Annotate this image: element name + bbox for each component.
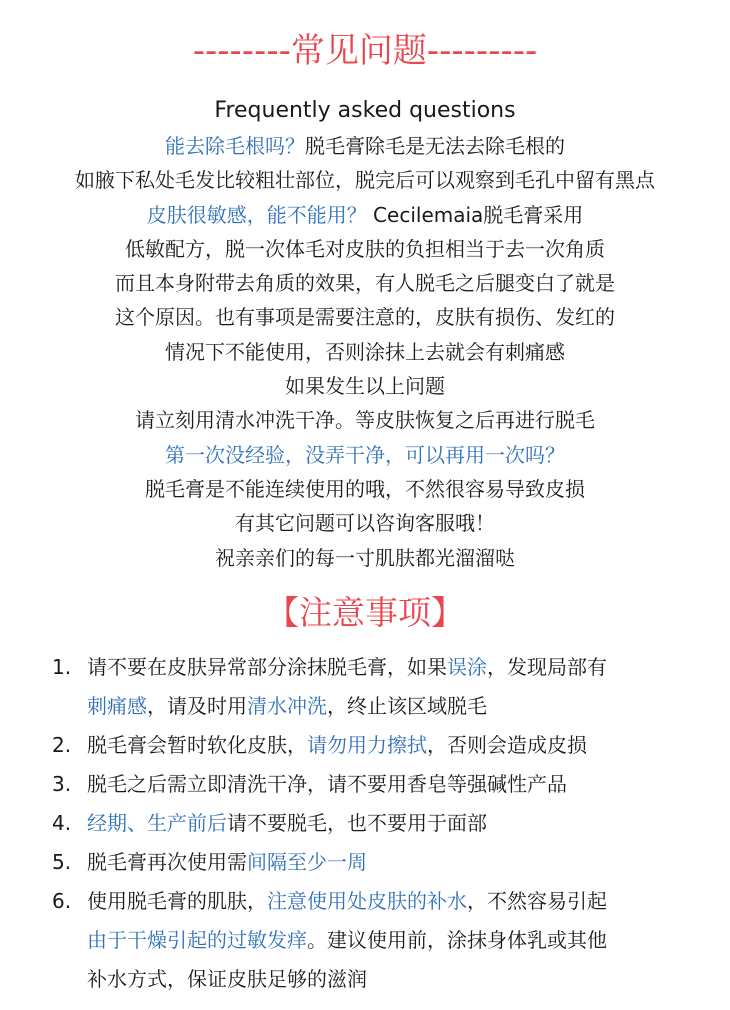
notice-item-row xyxy=(87,804,712,843)
faq-line xyxy=(0,232,730,266)
notice-item-row xyxy=(87,687,712,726)
notice-highlight-text: 清水冲洗 xyxy=(247,694,327,718)
notice-item-number: 3. xyxy=(52,772,72,796)
faq-answer-text: 而且本身附带去角质的效果，有人脱毛之后腿变白了就是 xyxy=(115,271,615,296)
faq-line xyxy=(0,506,730,540)
faq-line xyxy=(0,369,730,403)
notice-item xyxy=(52,726,712,765)
faq-body xyxy=(0,129,730,575)
faq-answer-text: 低敏配方，脱一次体毛对皮肤的负担相当于去一次角质 xyxy=(125,236,605,261)
faq-answer-text: 脱毛膏是不能连续使用的哦，不然很容易导致皮损 xyxy=(145,476,585,501)
faq-answer-text: Cecilemaia脱毛膏采用 xyxy=(366,202,584,227)
notice-plain-text: ，不然容易引起 xyxy=(467,889,607,913)
notice-plain-text: ，否则会造成皮损 xyxy=(427,733,587,757)
notice-title: 【注意事项】 xyxy=(266,593,464,632)
notice-item xyxy=(52,765,712,804)
notice-plain-text: 脱毛膏再次使用需 xyxy=(87,850,247,874)
notice-highlight-text: 注意使用处皮肤的补水 xyxy=(267,889,467,913)
faq-line xyxy=(0,266,730,300)
notice-item-row xyxy=(87,765,712,804)
notice-item-number: 4. xyxy=(52,811,72,835)
faq-answer-text: 请立刻用清水冲洗干净。等皮肤恢复之后再进行脱毛 xyxy=(135,408,595,433)
notice-plain-text: 请不要脱毛，也不要用于面部 xyxy=(227,811,487,835)
notice-item-row xyxy=(87,882,712,921)
faq-answer-text: 有其它问题可以咨询客服哦！ xyxy=(235,511,495,536)
faq-line xyxy=(0,300,730,334)
faq-line xyxy=(0,541,730,575)
notice-item-row xyxy=(87,921,712,960)
notice-item xyxy=(52,804,712,843)
notice-plain-text: 补水方式，保证皮肤足够的滋润 xyxy=(87,967,367,991)
faq-line xyxy=(0,403,730,437)
notice-highlight-text: 间隔至少一周 xyxy=(247,850,367,874)
notice-highlight-text: 刺痛感 xyxy=(87,694,147,718)
faq-line xyxy=(0,198,730,232)
faq-answer-text: 这个原因。也有事项是需要注意的，皮肤有损伤、发红的 xyxy=(115,305,615,330)
notice-item xyxy=(52,843,712,882)
faq-answer-text: 如腋下私处毛发比较粗壮部位，脱完后可以观察到毛孔中留有黑点 xyxy=(75,168,655,193)
notice-plain-text: 脱毛之后需立即清洗干净，请不要用香皂等强碱性产品 xyxy=(87,772,567,796)
notice-item-text xyxy=(87,648,712,726)
notice-plain-text: 。建议使用前，涂抹身体乳或其他 xyxy=(307,928,607,952)
notice-item-row xyxy=(87,726,712,765)
notice-item-text xyxy=(87,882,712,999)
notice-plain-text: ，请及时用 xyxy=(147,694,247,718)
notice-item-text xyxy=(87,843,712,882)
notice-highlight-text: 请勿用力擦拭 xyxy=(307,733,427,757)
notice-item-text xyxy=(87,765,712,804)
faq-title: --------常见问题--------- xyxy=(192,31,538,71)
faq-question-text: 能去除毛根吗？ xyxy=(165,134,305,158)
notice-item-number: 6. xyxy=(52,889,72,913)
notice-plain-text: 使用脱毛膏的肌肤， xyxy=(87,889,267,913)
faq-question-text: 皮肤很敏感，能不能用？ xyxy=(146,202,367,227)
faq-answer-text: 脱毛膏除毛是无法去除毛根的 xyxy=(305,134,565,158)
faq-answer-text: 如果发生以上问题 xyxy=(285,374,445,399)
faq-subtitle: Frequently asked questions xyxy=(214,98,516,123)
notice-highlight-text: 经期、生产前后 xyxy=(87,811,227,835)
notice-item-number: 2. xyxy=(52,733,72,757)
faq-line xyxy=(0,472,730,506)
faq-answer-text: 情况下不能使用，否则涂抹上去就会有刺痛感 xyxy=(165,339,565,364)
notice-item xyxy=(52,882,712,999)
notice-item-row xyxy=(87,960,712,999)
faq-line xyxy=(0,163,730,197)
faq-line xyxy=(0,129,730,163)
notice-highlight-text: 误涂 xyxy=(447,655,487,679)
notice-plain-text: ，终止该区域脱毛 xyxy=(327,694,487,718)
notice-item-number: 5. xyxy=(52,850,72,874)
faq-question-text: 第一次没经验，没弄干净，可以再用一次吗？ xyxy=(165,442,565,467)
notice-item-row xyxy=(87,843,712,882)
notice-item-row xyxy=(87,648,712,687)
notice-item-text xyxy=(87,726,712,765)
notice-plain-text: ，发现局部有 xyxy=(487,655,607,679)
faq-line xyxy=(0,438,730,472)
notice-item-number: 1. xyxy=(52,655,72,679)
notice-highlight-text: 由于干燥引起的过敏发痒 xyxy=(87,928,307,952)
notice-item xyxy=(52,648,712,726)
notice-plain-text: 脱毛膏会暂时软化皮肤， xyxy=(87,733,307,757)
notice-plain-text: 请不要在皮肤异常部分涂抹脱毛膏，如果 xyxy=(87,655,447,679)
notice-list xyxy=(52,648,712,999)
faq-line xyxy=(0,335,730,369)
notice-item-text xyxy=(87,804,712,843)
faq-answer-text: 祝亲亲们的每一寸肌肤都光溜溜哒 xyxy=(215,545,515,570)
